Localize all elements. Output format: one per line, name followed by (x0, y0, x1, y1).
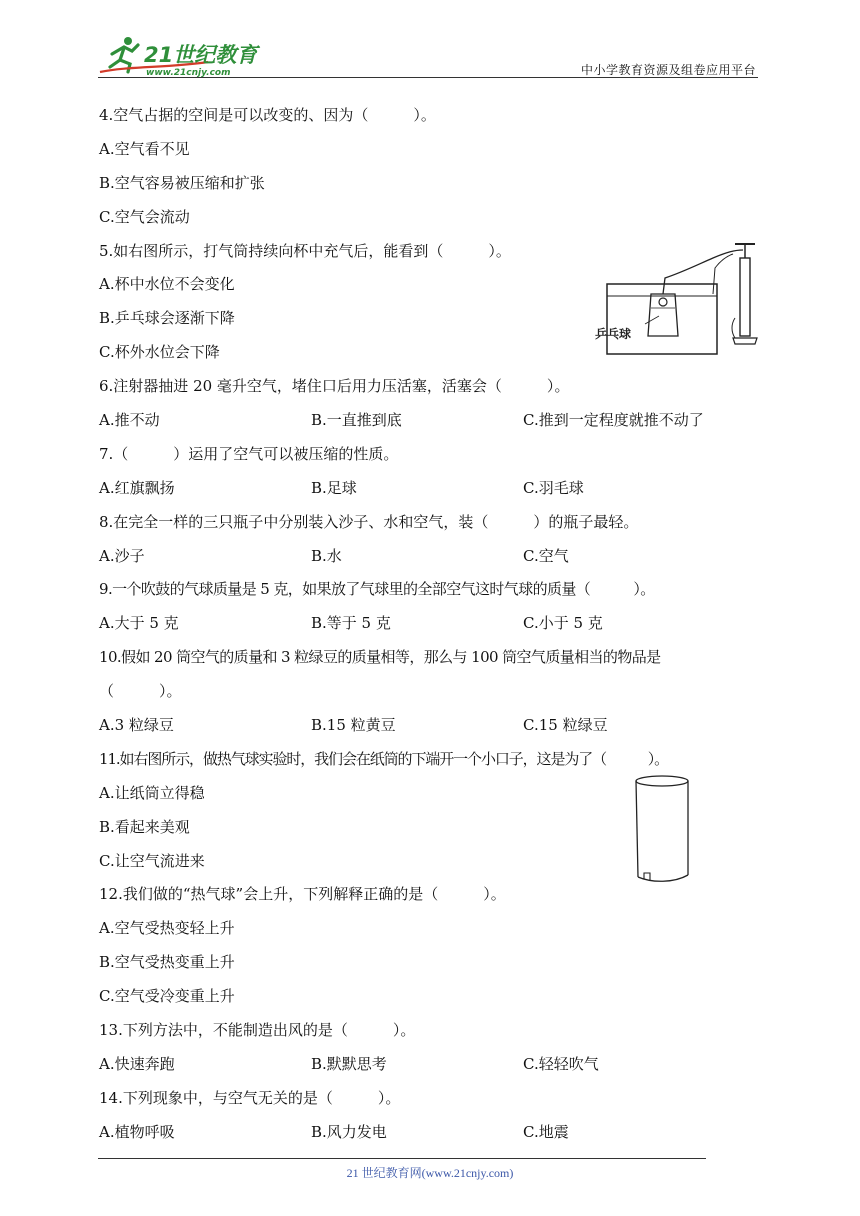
question-4-option-b: B.空气容易被压缩和扩张 (99, 173, 265, 192)
question-11-stem: 11.如右图所示，做热气球实验时，我们会在纸筒的下端开一个小口子，这是为了（ ）。 (99, 749, 669, 768)
svg-text:乒乓球: 乒乓球 (595, 327, 632, 341)
question-6-stem: 6.注射器抽进 20 毫升空气，堵住口后用力压活塞，活塞会（ ）。 (99, 377, 570, 396)
question-11-option-b: B.看起来美观 (99, 817, 190, 836)
site-logo (98, 34, 268, 78)
question-4-stem: 4.空气占据的空间是可以改变的、因为（ ）。 (99, 106, 436, 124)
question-9-option-b: B.等于 5 克 (311, 614, 391, 633)
question-14-options (99, 1118, 764, 1152)
question-10-option-c: C.15 粒绿豆 (523, 716, 608, 735)
question-7-stem: 7.（ ）运用了空气可以被压缩的性质。 (99, 444, 399, 463)
question-7-option-b: B.足球 (311, 478, 357, 497)
question-9-stem: 9.一个吹鼓的气球质量是 5 克，如果放了气球里的全部空气这时气球的质量（ ）。 (99, 580, 655, 599)
question-11-option-c: C.让空气流进来 (99, 851, 205, 870)
footer-divider (98, 1158, 706, 1159)
question-10-stem-continued: （ ）。 (99, 682, 182, 701)
question-12-option-c: C.空气受冷变重上升 (99, 987, 235, 1006)
question-14-option-b: B.风力发电 (311, 1122, 387, 1141)
question-14-option-a: A.植物呼吸 (99, 1122, 175, 1141)
question-11-option-a: A.让纸筒立得稳 (99, 783, 205, 802)
svg-text:21世纪教育: 21世纪教育 (144, 43, 258, 67)
question-6-option-a: A.推不动 (99, 411, 160, 430)
question-4-option-c: C.空气会流动 (99, 207, 190, 226)
question-10-option-a: A.3 粒绿豆 (99, 716, 174, 735)
question-14-stem: 14.下列现象中，与空气无关的是（ ）。 (99, 1088, 401, 1107)
question-4-option-a: A.空气看不见 (99, 139, 190, 158)
question-7-options (99, 474, 764, 508)
question-13-options (99, 1050, 764, 1084)
question-9-options (99, 609, 764, 643)
question-10-stem: 10.假如 20 筒空气的质量和 3 粒绿豆的质量相等，那么与 100 筒空气质量相当的物品是 (99, 648, 661, 667)
pump-tank-figure (595, 238, 763, 360)
question-6-option-c: C.推到一定程度就推不动了 (523, 411, 704, 430)
question-12-option-a: A.空气受热变轻上升 (99, 919, 235, 938)
question-8-options (99, 542, 764, 576)
question-10-option-b: B.15 粒黄豆 (311, 716, 396, 735)
page-header (98, 34, 758, 80)
question-12-stem: 12.我们做的“热气球”会上升，下列解释正确的是（ ）。 (99, 885, 506, 904)
question-12-option-b: B.空气受热变重上升 (99, 953, 235, 972)
question-7-option-c: C.羽毛球 (523, 478, 584, 497)
question-8-option-c: C.空气 (523, 546, 569, 565)
svg-text:www.21cnjy.com: www.21cnjy.com (146, 68, 231, 78)
question-13-option-b: B.默默思考 (311, 1054, 387, 1073)
question-9-option-c: C.小于 5 克 (523, 614, 603, 633)
question-14-option-c: C.地震 (523, 1122, 569, 1141)
question-5-option-c: C.杯外水位会下降 (99, 343, 220, 362)
question-5-stem: 5.如右图所示，打气筒持续向杯中充气后，能看到（ ）。 (99, 241, 511, 260)
question-7-option-a: A.红旗飘扬 (99, 478, 175, 497)
question-6-option-b: B.一直推到底 (311, 411, 402, 430)
question-13-option-a: A.快速奔跑 (99, 1054, 175, 1073)
question-8-option-a: A.沙子 (99, 546, 145, 565)
question-13-option-c: C.轻轻吹气 (523, 1054, 599, 1073)
question-9-option-a: A.大于 5 克 (99, 614, 179, 633)
question-5-option-b: B.乒乓球会逐渐下降 (99, 309, 235, 328)
question-5-option-a: A.杯中水位不会变化 (99, 275, 235, 294)
header-divider (98, 77, 758, 78)
question-6-options (99, 406, 764, 440)
question-10-options (99, 711, 764, 745)
question-13-stem: 13.下列方法中，不能制造出风的是（ ）。 (99, 1021, 416, 1040)
question-8-stem: 8.在完全一样的三只瓶子中分别装入沙子、水和空气，装（ ）的瓶子最轻。 (99, 512, 639, 531)
platform-name: 中小学教育资源及组卷应用平台 (580, 63, 756, 77)
paper-tube-figure (632, 773, 696, 885)
footer-text: 21 世纪教育网(www.21cnjy.com) (346, 1166, 514, 1180)
question-8-option-b: B.水 (311, 546, 342, 565)
